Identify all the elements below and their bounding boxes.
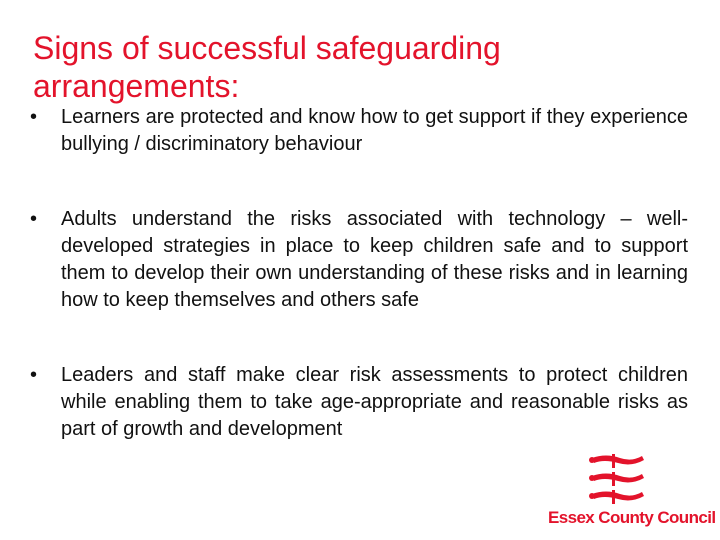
bullet-marker: • — [30, 106, 38, 128]
bullet-marker: • — [30, 364, 38, 386]
bullet-text: Leaders and staff make clear risk assessments to protect children while enabling them to take age-appropriate and reasonable risks as part of growth and development — [61, 364, 688, 440]
bullet-marker: • — [30, 208, 38, 230]
bullet-text: Adults understand the risks associated with technology – well-developed strategies in place to keep children safe and to support them to develop their own understanding of these risks and in learning how to keep themselves and others safe — [61, 208, 688, 311]
bullet-list — [30, 104, 688, 443]
logo-wordmark: Essex County Council — [548, 508, 716, 527]
bullet-item — [30, 362, 688, 443]
essex-county-council-logo — [548, 450, 716, 530]
slide-title: Signs of successful safeguarding arrangements: — [33, 30, 501, 104]
bullet-text: Learners are protected and know how to get support if they experience bullying / discriminatory behaviour — [61, 106, 688, 155]
bullet-item — [30, 104, 688, 158]
bullet-item — [30, 206, 688, 314]
three-seaxes-icon — [588, 452, 648, 506]
